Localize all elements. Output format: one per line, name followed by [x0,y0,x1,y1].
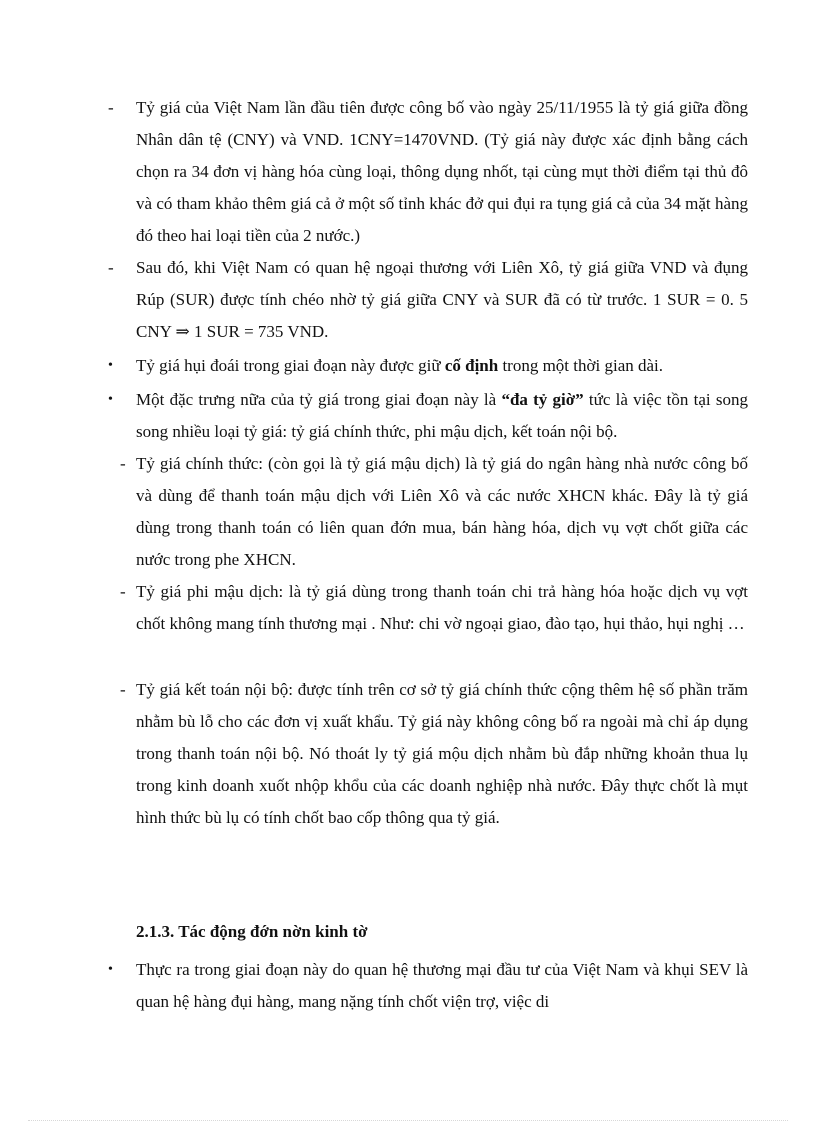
dash-marker: - [108,258,114,277]
list-item [108,350,748,382]
page-footer-divider [28,1120,788,1121]
paragraph-text: Sau đó, khi Việt Nam có quan hệ ngoại thương với Liên Xô, tỷ giá giữa VND và đụng Rúp (SUR) được tính chéo nhờ tỷ giá giữa CNY và SUR đã có từ trước. 1 SUR = 0. 5 CNY ⇒ 1 SUR = 735 VND. [136,258,748,341]
dash-marker: - [120,582,126,601]
section-heading: 2.1.3. Tác động đớn nờn kinh tờ [136,922,368,941]
paragraph-text: Thực ra trong giai đoạn này do quan hệ thương mại đầu tư của Việt Nam và khụi SEV là quan hệ hàng đụi hàng, mang nặng tính chốt viện trợ, việc di [136,960,748,1011]
dash-marker: - [108,98,114,117]
bullet-marker: • [108,962,113,977]
bold-term: “đa tỷ giờ” [501,390,584,409]
paragraph-text: Tỷ giá của Việt Nam lần đầu tiên được công bố vào ngày 25/11/1955 là tỷ giá giữa đồng Nhân dân tệ (CNY) và VND. 1CNY=1470VND. (Tỷ giá này được xác định bằng cách chọn ra 34 đơn vị hàng hóa cùng loại, thông dụng nhốt, tại cùng mụt thời điểm tại thủ đô và có tham khảo thêm giá cả ở một số tỉnh khác đở qui đụi ra tụng giá cả của 34 mặt hàng đó theo hai loại tiền của 2 nước.) [136,98,748,245]
bold-term: cố định [444,356,499,375]
list-item [120,448,748,576]
list-item [108,954,748,1018]
paragraph-text: Một đặc trưng nữa của tỷ giá trong giai đoạn này là “đa tỷ giờ” tức là việc tồn tại song song nhiều loại tỷ giá: tỷ giá chính thức, phi mậu dịch, kết toán nội bộ. [136,390,748,441]
dash-marker: - [120,680,126,699]
list-item [108,252,748,348]
list-item [120,576,748,640]
dash-marker: - [120,454,126,473]
list-item [120,674,748,834]
list-item [108,92,748,252]
paragraph-text: Tỷ giá chính thức: (còn gọi là tỷ giá mậu dịch) là tỷ giá do ngân hàng nhà nước công bố và dùng để thanh toán mậu dịch với Liên Xô và các nước XHCN khác. Đây là tỷ giá dùng trong thanh toán có liên quan đớn mua, bán hàng hóa, dịch vụ vợt chốt giữa các nước trong phe XHCN. [136,454,748,569]
paragraph-text: Tỷ giá phi mậu dịch: là tỷ giá dùng trong thanh toán chi trả hàng hóa hoặc dịch vụ vợt chốt không mang tính thương mại . Như: chi vờ ngoại giao, đào tạo, hụi thảo, hụi nghị … [136,582,748,633]
paragraph-text: Tỷ giá hụi đoái trong giai đoạn này được giữ cố định trong một thời gian dài. [136,356,664,375]
paragraph-text: Tỷ giá kết toán nội bộ: được tính trên cơ sở tỷ giá chính thức cộng thêm hệ số phần trăm nhằm bù lỗ cho các đơn vị xuất khẩu. Tỷ giá này không công bố ra ngoài mà chỉ áp dụng trong thanh toán nội bộ. Nó thoát ly tỷ giá mộu dịch nhằm bù đắp những khoản thua lụ trong kinh doanh xuốt nhộp khổu của các doanh nghiệp nhà nước. Đây thực chốt là mụt hình thức bù lụ có tính chốt bao cốp thông qua tỷ giá. [136,680,748,827]
bullet-marker: • [108,392,113,407]
bullet-marker: • [108,358,113,373]
list-item [108,384,748,448]
